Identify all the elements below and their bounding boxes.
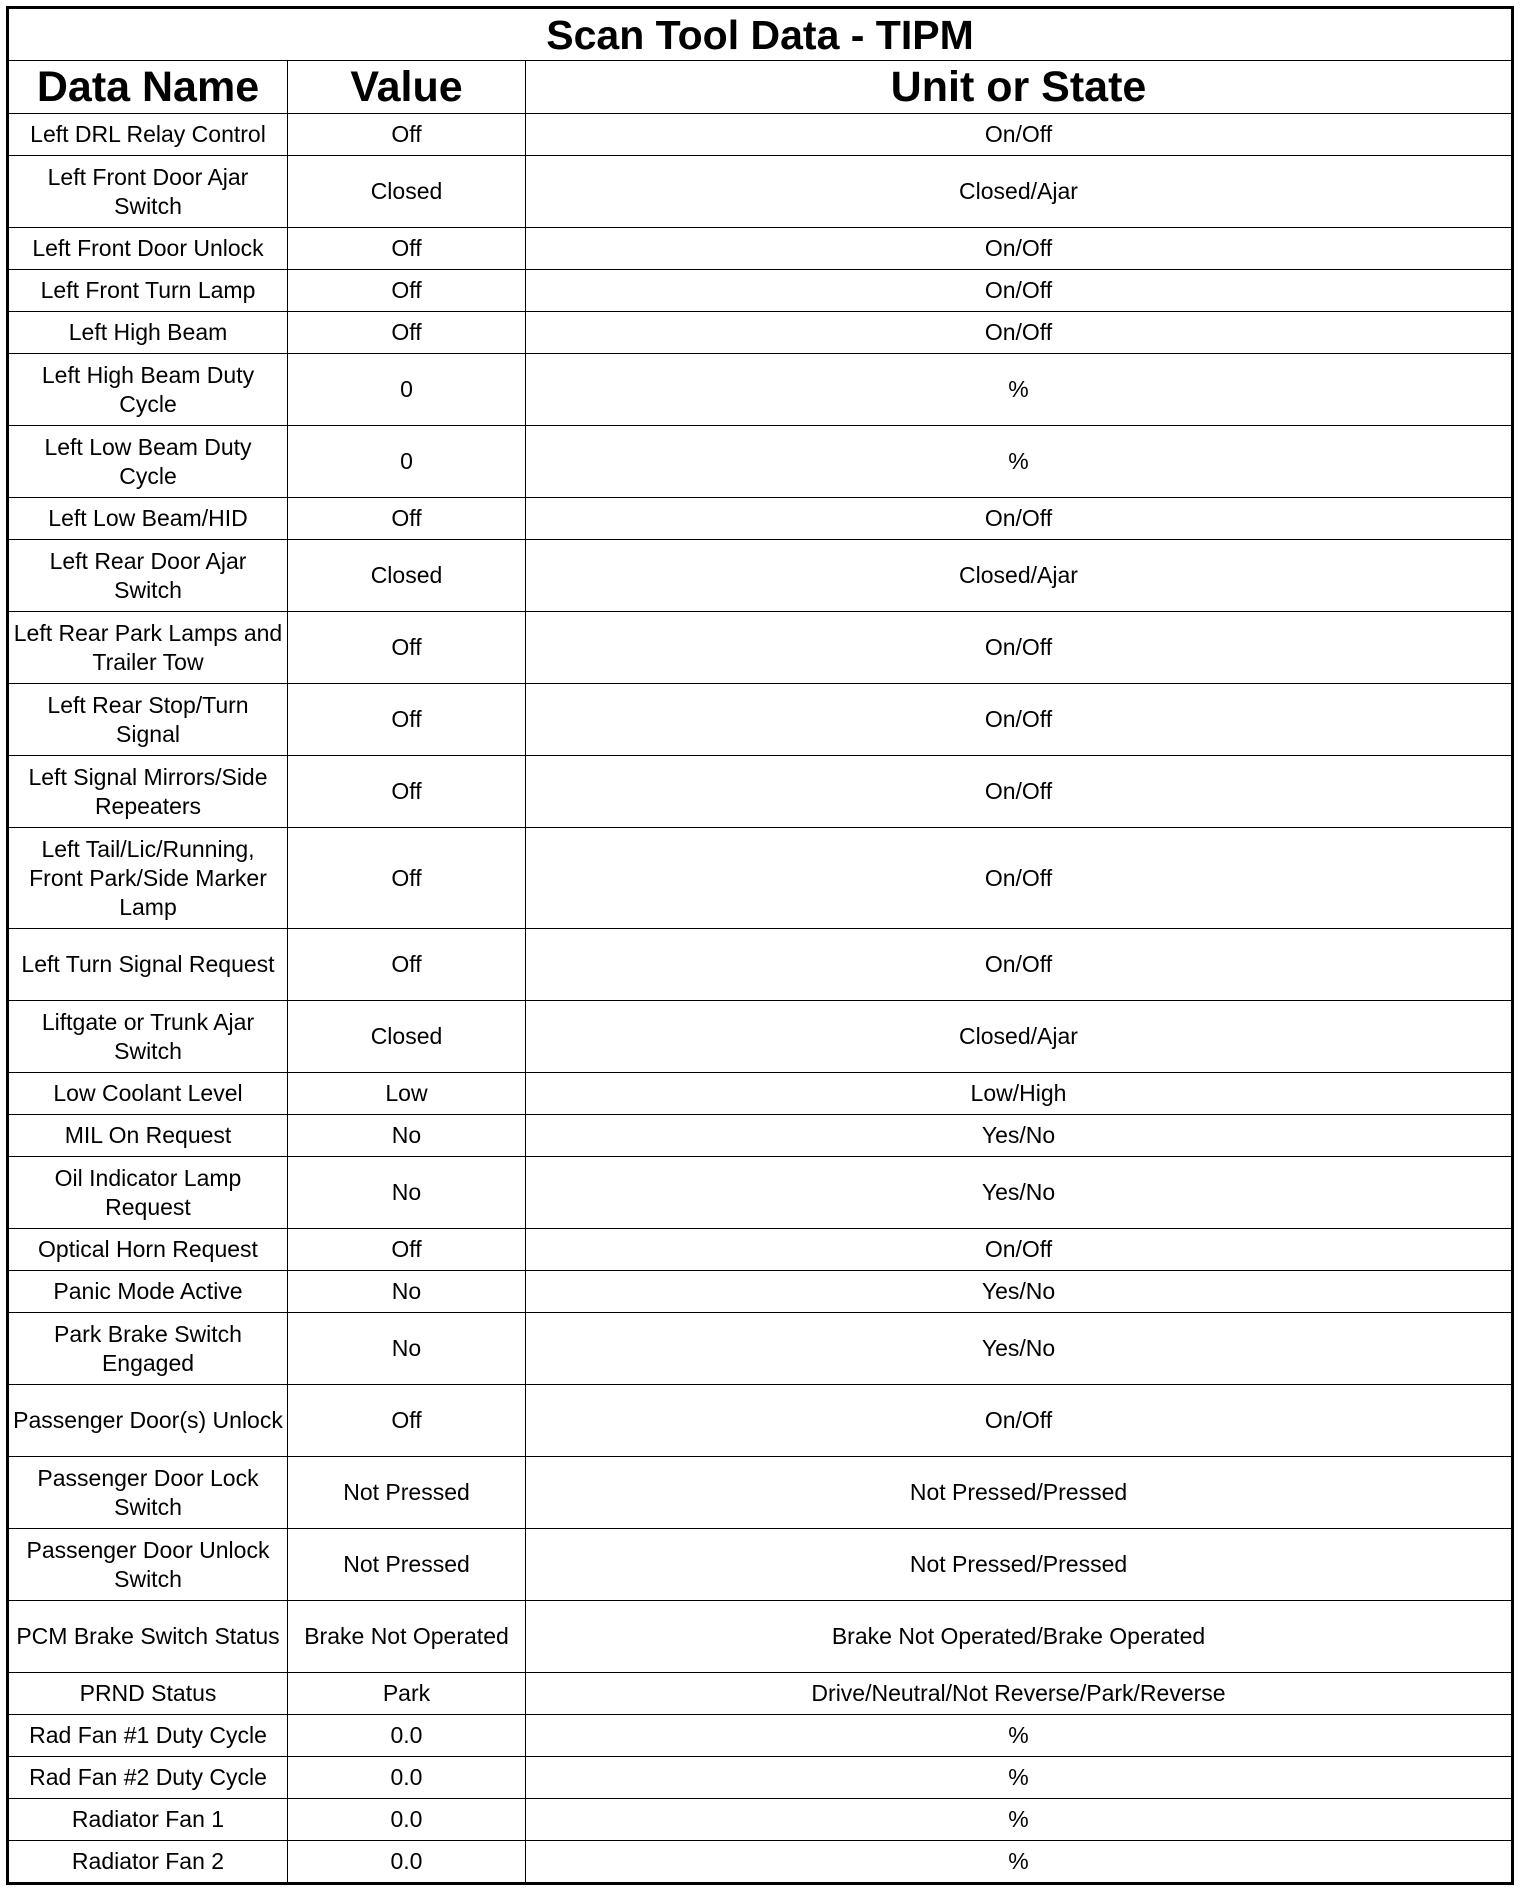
table-row [8, 426, 1513, 498]
unit-cell: Yes/No [526, 1115, 1513, 1157]
table-row [8, 498, 1513, 540]
data-name-cell: Passenger Door Lock Switch [8, 1457, 288, 1529]
unit-cell: On/Off [526, 312, 1513, 354]
unit-cell: Closed/Ajar [526, 1001, 1513, 1073]
data-name-cell: Left High Beam [8, 312, 288, 354]
value-cell: Closed [288, 1001, 526, 1073]
table-row [8, 1457, 1513, 1529]
unit-cell: On/Off [526, 828, 1513, 929]
value-cell: Brake Not Operated [288, 1601, 526, 1673]
table-row [8, 1757, 1513, 1799]
table-row [8, 354, 1513, 426]
unit-cell: Drive/Neutral/Not Reverse/Park/Reverse [526, 1673, 1513, 1715]
table-row [8, 1715, 1513, 1757]
unit-cell: % [526, 426, 1513, 498]
value-cell: Off [288, 114, 526, 156]
data-name-cell: Rad Fan #2 Duty Cycle [8, 1757, 288, 1799]
table-title: Scan Tool Data - TIPM [8, 8, 1513, 61]
value-cell: Off [288, 312, 526, 354]
value-cell: Closed [288, 540, 526, 612]
unit-cell: On/Off [526, 228, 1513, 270]
unit-cell: Brake Not Operated/Brake Operated [526, 1601, 1513, 1673]
header-data-name: Data Name [8, 61, 288, 114]
unit-cell: Not Pressed/Pressed [526, 1529, 1513, 1601]
data-name-cell: Rad Fan #1 Duty Cycle [8, 1715, 288, 1757]
data-name-cell: Left Rear Stop/Turn Signal [8, 684, 288, 756]
unit-cell: On/Off [526, 929, 1513, 1001]
data-name-cell: MIL On Request [8, 1115, 288, 1157]
data-name-cell: Left Front Door Unlock [8, 228, 288, 270]
header-value: Value [288, 61, 526, 114]
table-row [8, 114, 1513, 156]
value-cell: Off [288, 270, 526, 312]
table-row [8, 1385, 1513, 1457]
data-name-cell: Left DRL Relay Control [8, 114, 288, 156]
unit-cell: % [526, 1799, 1513, 1841]
unit-cell: On/Off [526, 612, 1513, 684]
table-row [8, 684, 1513, 756]
table-row [8, 1799, 1513, 1841]
data-name-cell: Liftgate or Trunk Ajar Switch [8, 1001, 288, 1073]
data-name-cell: Panic Mode Active [8, 1271, 288, 1313]
unit-cell: Low/High [526, 1073, 1513, 1115]
value-cell: 0.0 [288, 1799, 526, 1841]
value-cell: 0 [288, 426, 526, 498]
data-name-cell: Left Front Door Ajar Switch [8, 156, 288, 228]
unit-cell: Yes/No [526, 1271, 1513, 1313]
table-row [8, 1313, 1513, 1385]
table-row [8, 1673, 1513, 1715]
data-name-cell: Left Signal Mirrors/Side Repeaters [8, 756, 288, 828]
unit-cell: On/Off [526, 270, 1513, 312]
data-name-cell: Left Low Beam Duty Cycle [8, 426, 288, 498]
value-cell: Low [288, 1073, 526, 1115]
value-cell: Off [288, 498, 526, 540]
value-cell: 0.0 [288, 1757, 526, 1799]
table-row [8, 828, 1513, 929]
data-name-cell: Optical Horn Request [8, 1229, 288, 1271]
unit-cell: Closed/Ajar [526, 156, 1513, 228]
data-name-cell: Left Low Beam/HID [8, 498, 288, 540]
data-name-cell: PCM Brake Switch Status [8, 1601, 288, 1673]
table-row [8, 270, 1513, 312]
table-row [8, 1229, 1513, 1271]
unit-cell: On/Off [526, 1229, 1513, 1271]
table-row [8, 1001, 1513, 1073]
unit-cell: % [526, 1715, 1513, 1757]
data-name-cell: Left Turn Signal Request [8, 929, 288, 1001]
data-name-cell: Radiator Fan 2 [8, 1841, 288, 1884]
table-row [8, 1841, 1513, 1884]
value-cell: Off [288, 612, 526, 684]
data-name-cell: Low Coolant Level [8, 1073, 288, 1115]
value-cell: No [288, 1271, 526, 1313]
table-row [8, 156, 1513, 228]
table-row [8, 1529, 1513, 1601]
data-name-cell: Left Tail/Lic/Running, Front Park/Side Marker Lamp [8, 828, 288, 929]
value-cell: Not Pressed [288, 1457, 526, 1529]
table-row [8, 1157, 1513, 1229]
value-cell: Off [288, 756, 526, 828]
value-cell: No [288, 1157, 526, 1229]
data-name-cell: Left High Beam Duty Cycle [8, 354, 288, 426]
value-cell: Closed [288, 156, 526, 228]
data-name-cell: PRND Status [8, 1673, 288, 1715]
table-row [8, 1271, 1513, 1313]
unit-cell: % [526, 354, 1513, 426]
table-row [8, 756, 1513, 828]
value-cell: 0.0 [288, 1841, 526, 1884]
table-row [8, 1601, 1513, 1673]
value-cell: Off [288, 228, 526, 270]
table-row [8, 540, 1513, 612]
value-cell: 0 [288, 354, 526, 426]
unit-cell: % [526, 1757, 1513, 1799]
value-cell: Not Pressed [288, 1529, 526, 1601]
unit-cell: On/Off [526, 498, 1513, 540]
value-cell: No [288, 1313, 526, 1385]
data-name-cell: Passenger Door(s) Unlock [8, 1385, 288, 1457]
table-row [8, 929, 1513, 1001]
table-row [8, 1115, 1513, 1157]
value-cell: Off [288, 1385, 526, 1457]
table-row [8, 612, 1513, 684]
unit-cell: % [526, 1841, 1513, 1884]
data-name-cell: Oil Indicator Lamp Request [8, 1157, 288, 1229]
scan-tool-data-table [6, 6, 1514, 1885]
unit-cell: Closed/Ajar [526, 540, 1513, 612]
data-name-cell: Left Rear Park Lamps and Trailer Tow [8, 612, 288, 684]
data-name-cell: Left Front Turn Lamp [8, 270, 288, 312]
value-cell: Off [288, 684, 526, 756]
unit-cell: On/Off [526, 1385, 1513, 1457]
value-cell: Off [288, 929, 526, 1001]
value-cell: Park [288, 1673, 526, 1715]
value-cell: 0.0 [288, 1715, 526, 1757]
data-name-cell: Radiator Fan 1 [8, 1799, 288, 1841]
unit-cell: Yes/No [526, 1313, 1513, 1385]
unit-cell: On/Off [526, 756, 1513, 828]
unit-cell: On/Off [526, 114, 1513, 156]
unit-cell: On/Off [526, 684, 1513, 756]
data-name-cell: Passenger Door Unlock Switch [8, 1529, 288, 1601]
header-unit-or-state: Unit or State [526, 61, 1513, 114]
data-name-cell: Park Brake Switch Engaged [8, 1313, 288, 1385]
unit-cell: Not Pressed/Pressed [526, 1457, 1513, 1529]
table-row [8, 312, 1513, 354]
value-cell: Off [288, 828, 526, 929]
table-row [8, 228, 1513, 270]
value-cell: No [288, 1115, 526, 1157]
table-row [8, 1073, 1513, 1115]
data-name-cell: Left Rear Door Ajar Switch [8, 540, 288, 612]
unit-cell: Yes/No [526, 1157, 1513, 1229]
value-cell: Off [288, 1229, 526, 1271]
